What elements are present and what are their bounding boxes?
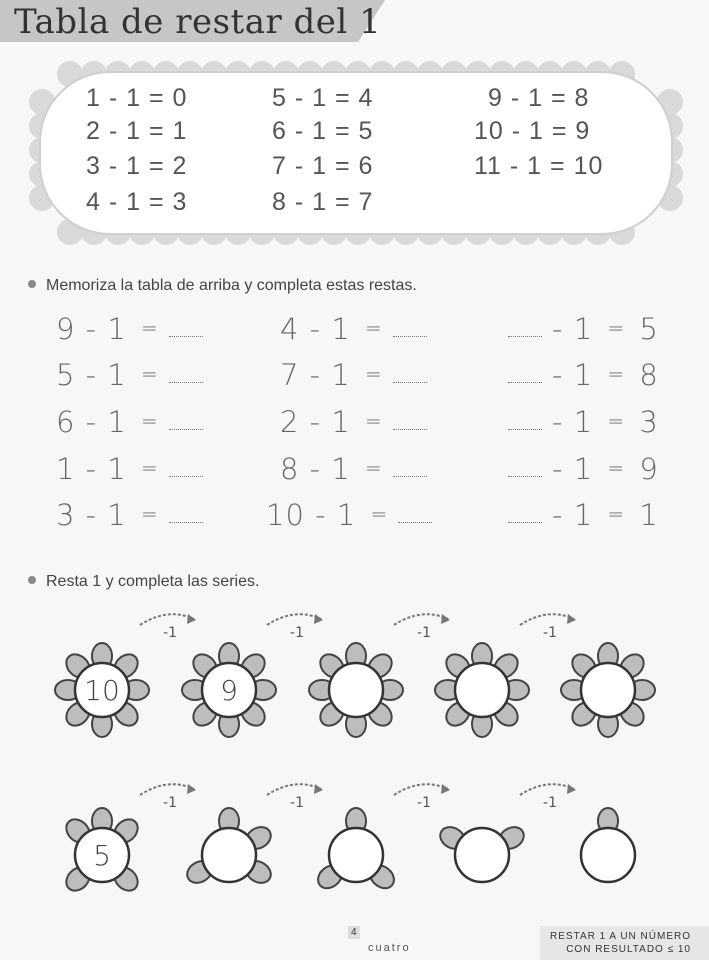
series-area <box>0 605 709 905</box>
flower-number: 10 <box>84 674 120 707</box>
flower-center[interactable] <box>581 828 635 882</box>
equals-sign: = <box>141 409 159 433</box>
flower <box>581 808 635 882</box>
table-entry: 11 - 1 = 10 <box>474 152 604 180</box>
equals-sign: = <box>141 362 159 386</box>
answer-blank[interactable] <box>398 514 432 523</box>
missing-minuend-exercise <box>508 358 659 392</box>
answer-blank[interactable] <box>169 374 203 383</box>
subtraction-exercise <box>56 358 203 392</box>
arrow-label: -1 <box>543 625 557 641</box>
result: 9 <box>639 452 659 486</box>
answer-blank[interactable] <box>508 514 542 523</box>
missing-minuend-exercise <box>508 405 659 439</box>
flower-center[interactable] <box>455 663 509 717</box>
answer-blank[interactable] <box>169 328 203 337</box>
page-number: 4 <box>348 926 360 939</box>
minus-sign: - <box>552 498 564 532</box>
equals-sign: = <box>141 316 159 340</box>
minus-one-arrow <box>394 784 450 811</box>
minus-one-arrow <box>394 614 450 641</box>
flower <box>561 643 655 737</box>
arrowhead-icon <box>567 784 576 794</box>
topic-label-box <box>540 926 709 960</box>
result: 1 <box>639 498 659 532</box>
flower-center[interactable] <box>581 663 635 717</box>
minuend: 4 <box>280 312 300 346</box>
subtraction-exercise <box>280 312 427 346</box>
minus-sign: - <box>309 312 322 346</box>
answer-blank[interactable] <box>169 421 203 430</box>
minus-one-arrow <box>520 614 576 641</box>
topic-label-line2: CON RESULTADO ≤ 10 <box>566 944 691 955</box>
subtrahend: 1 <box>331 358 351 392</box>
flower-number: 9 <box>220 674 238 707</box>
subtraction-exercise <box>280 358 427 392</box>
flower-center[interactable] <box>202 828 256 882</box>
subtrahend: 1 <box>573 358 594 392</box>
table-entry: 4 - 1 = 3 <box>86 188 188 216</box>
arrow-curve <box>267 614 321 625</box>
table-entry: 5 - 1 = 4 <box>272 84 374 112</box>
answer-blank[interactable] <box>393 374 427 383</box>
missing-minuend-exercise <box>508 312 659 346</box>
minus-one-arrow <box>520 784 576 811</box>
equals-sign: = <box>365 316 383 340</box>
subtrahend: 1 <box>573 498 594 532</box>
flower <box>435 643 529 737</box>
table-entry: 7 - 1 = 6 <box>272 152 374 180</box>
minus-sign: - <box>552 405 564 439</box>
minuend: 5 <box>56 358 76 392</box>
minus-sign: - <box>85 405 98 439</box>
subtrahend: 1 <box>331 405 351 439</box>
minuend: 3 <box>56 498 76 532</box>
equals-sign: = <box>607 362 626 386</box>
subtrahend: 1 <box>107 358 127 392</box>
minus-sign: - <box>315 498 327 532</box>
arrow-curve <box>267 784 321 795</box>
subtraction-table-board <box>0 0 709 260</box>
arrowhead-icon <box>314 784 323 794</box>
arrow-label: -1 <box>417 625 431 641</box>
minus-sign: - <box>85 358 98 392</box>
minus-sign: - <box>309 452 322 486</box>
subtraction-exercise <box>56 312 203 346</box>
table-entry: 8 - 1 = 7 <box>272 188 374 216</box>
table-entry: 2 - 1 = 1 <box>86 117 188 145</box>
arrow-curve <box>140 784 194 795</box>
minuend: 7 <box>280 358 300 392</box>
equals-sign: = <box>607 409 626 433</box>
subtraction-exercise <box>56 498 203 532</box>
minuend: 9 <box>56 312 76 346</box>
page-title: Tabla de restar del 1 <box>14 2 382 42</box>
topic-label-line1: RESTAR 1 A UN NÚMERO <box>550 931 691 942</box>
subtraction-exercise <box>266 498 432 532</box>
minus-sign: - <box>85 312 98 346</box>
minuend: 8 <box>280 452 300 486</box>
answer-blank[interactable] <box>508 374 542 383</box>
subtrahend: 1 <box>107 312 127 346</box>
subtraction-exercise <box>280 405 427 439</box>
result: 3 <box>639 405 659 439</box>
arrowhead-icon <box>567 614 576 624</box>
flower <box>309 643 403 737</box>
instruction-text: Resta 1 y completa las series. <box>46 573 260 590</box>
flower <box>55 643 149 737</box>
missing-minuend-exercise <box>508 452 659 486</box>
answer-blank[interactable] <box>393 468 427 477</box>
subtrahend: 1 <box>331 312 351 346</box>
minus-sign: - <box>552 358 564 392</box>
bullet-icon <box>28 280 36 288</box>
arrow-curve <box>520 614 574 625</box>
arrow-label: -1 <box>163 795 177 811</box>
minus-sign: - <box>552 452 564 486</box>
equals-sign: = <box>607 456 626 480</box>
flower <box>62 808 143 895</box>
equals-sign: = <box>141 502 159 526</box>
minus-one-arrow <box>140 784 196 811</box>
arrowhead-icon <box>314 614 323 624</box>
minuend: 6 <box>56 405 76 439</box>
instruction-memorize <box>28 277 417 295</box>
subtrahend: 1 <box>573 452 594 486</box>
answer-blank[interactable] <box>393 328 427 337</box>
arrow-label: -1 <box>163 625 177 641</box>
arrowhead-icon <box>441 784 450 794</box>
arrow-label: -1 <box>290 625 304 641</box>
minus-sign: - <box>309 405 322 439</box>
instruction-series <box>28 573 259 591</box>
minuend: 2 <box>280 405 300 439</box>
arrow-curve <box>140 614 194 625</box>
arrowhead-icon <box>187 784 196 794</box>
answer-blank[interactable] <box>508 468 542 477</box>
flower-center[interactable] <box>455 828 509 882</box>
arrow-curve <box>394 614 448 625</box>
flower-center[interactable] <box>329 828 383 882</box>
minus-sign: - <box>85 498 98 532</box>
table-entry: 9 - 1 = 8 <box>488 84 590 112</box>
flower-center[interactable] <box>329 663 383 717</box>
flower-number: 5 <box>93 839 111 872</box>
equals-sign: = <box>365 362 383 386</box>
equals-sign: = <box>370 502 389 526</box>
minus-one-arrow <box>267 784 323 811</box>
minuend: 10 <box>266 498 305 532</box>
table-entry: 10 - 1 = 9 <box>474 117 591 145</box>
subtraction-exercise <box>56 405 203 439</box>
arrow-curve <box>520 784 574 795</box>
answer-blank[interactable] <box>169 514 203 523</box>
subtrahend: 1 <box>107 405 127 439</box>
arrow-label: -1 <box>417 795 431 811</box>
arrow-curve <box>394 784 448 795</box>
subtraction-exercise <box>56 452 203 486</box>
minus-sign: - <box>85 452 98 486</box>
minuend: 1 <box>56 452 76 486</box>
flower <box>436 823 527 882</box>
subtrahend: 1 <box>331 452 351 486</box>
answer-blank[interactable] <box>169 468 203 477</box>
page-number-word: cuatro <box>368 942 411 954</box>
subtrahend: 1 <box>573 312 594 346</box>
minus-one-arrow <box>267 614 323 641</box>
flower <box>183 808 274 887</box>
result: 8 <box>639 358 659 392</box>
table-entry: 1 - 1 = 0 <box>86 84 188 112</box>
flower <box>182 643 276 737</box>
subtrahend: 1 <box>573 405 594 439</box>
subtraction-exercise <box>280 452 427 486</box>
minus-sign: - <box>309 358 322 392</box>
arrowhead-icon <box>441 614 450 624</box>
equals-sign: = <box>365 409 383 433</box>
minus-one-arrow <box>140 614 196 641</box>
equals-sign: = <box>607 316 626 340</box>
equals-sign: = <box>607 502 626 526</box>
flower <box>314 808 399 893</box>
arrow-label: -1 <box>290 795 304 811</box>
table-entry: 3 - 1 = 2 <box>86 152 188 180</box>
subtrahend: 1 <box>336 498 357 532</box>
missing-minuend-exercise <box>508 498 659 532</box>
arrow-label: -1 <box>543 795 557 811</box>
result: 5 <box>639 312 659 346</box>
subtrahend: 1 <box>107 452 127 486</box>
answer-blank[interactable] <box>508 328 542 337</box>
subtrahend: 1 <box>107 498 127 532</box>
answer-blank[interactable] <box>393 421 427 430</box>
arrowhead-icon <box>187 614 196 624</box>
table-entry: 6 - 1 = 5 <box>272 117 374 145</box>
instruction-text: Memoriza la tabla de arriba y completa estas restas. <box>46 277 417 294</box>
minus-sign: - <box>552 312 564 346</box>
equals-sign: = <box>365 456 383 480</box>
answer-blank[interactable] <box>508 421 542 430</box>
bullet-icon <box>28 576 36 584</box>
equals-sign: = <box>141 456 159 480</box>
